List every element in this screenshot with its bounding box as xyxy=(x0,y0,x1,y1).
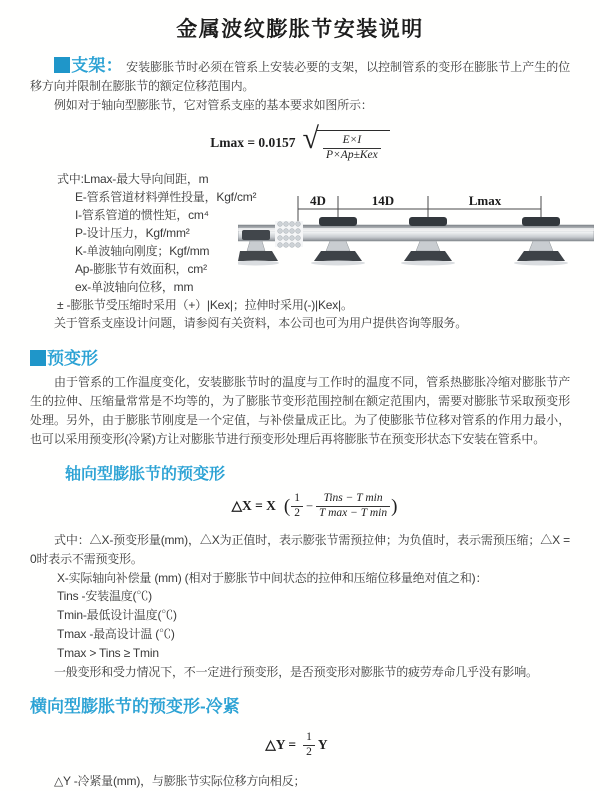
support-intro-paragraph xyxy=(30,56,570,96)
predeform-fatigue-note: 一般变形和受力情况下，不一定进行预变形，是否预变形对膨胀节的疲劳寿命几乎没有影响。 xyxy=(54,665,538,680)
plus-minus-note: ± -膨胀节受压缩时采用（+）|Kex|；拉伸时采用(-)|Kex|。 xyxy=(57,297,353,312)
variable-item: P-设计压力，Kgf/mm² xyxy=(75,225,190,240)
support-heading-label: 支架： xyxy=(71,56,123,75)
dim-label-14d: 14D xyxy=(371,193,395,208)
variable-item: I-管系管道的惯性矩，cm⁴ xyxy=(75,207,209,222)
formula-fraction: $\frac{E\times I}{\text{P×Ap±Kex}}$ xyxy=(323,134,381,163)
x-definition: X-实际轴向补偿量 (mm) (相对于膨胀节中间状态的拉伸和压缩位移量绝对值之和)： xyxy=(57,570,488,585)
variable-item: E-管系管道材料弹性投量，Kgf/cm² xyxy=(75,189,257,204)
cold-tightening-note: △Y -冷紧量(mm)，与膨胀节实际位移方向相反； xyxy=(54,773,306,788)
service-note: 关于管系支座设计问题，请参阅有关资料，本公司也可为用户提供咨询等服务。 xyxy=(54,316,468,331)
half-fraction: $\frac{1}{2}$ xyxy=(303,731,315,760)
variable-item: ex-单波轴向位移，mm xyxy=(75,279,194,294)
formula-lhs: Lmax = 0.0157 xyxy=(210,135,296,151)
radical-sign xyxy=(303,124,390,163)
temp-item: Tmax -最高设计温 (℃) xyxy=(57,627,175,642)
lateral-predeform-formula: △Y = $\frac{1}{2}$ Y xyxy=(265,731,328,758)
temperature-definitions xyxy=(57,587,570,663)
page-title: 金属波纹膨胀节安装说明 xyxy=(176,18,424,41)
temp-item: Tins -安装温度(℃) xyxy=(57,589,152,604)
dim-label-lmax: Lmax xyxy=(468,193,502,208)
lmax-formula xyxy=(30,124,570,163)
temp-item: Tmin-最低设计温度(℃) xyxy=(57,608,177,623)
predeform-section-heading: 预变形 xyxy=(30,344,570,369)
bellows xyxy=(275,221,303,247)
temp-item: Tmax > Tins ≥ Tmin xyxy=(57,646,159,661)
blue-square-bullet-icon xyxy=(54,57,70,73)
axial-predeform-formula: △X = X ( $\frac{1}{2}$ − $\frac{\text{Tins − T min}}{\text{T max − T min}}$ ) xyxy=(231,492,398,519)
support-intro-text: 安装膨胀节时必须在管系上安装必要的支架，以控制管系的变形在膨胀节上产生的位移方向并限制在膨胀节的额定位移范围内。 xyxy=(30,60,571,93)
pipe-support-diagram xyxy=(238,190,594,292)
sqrt-glyph: √ xyxy=(302,122,320,155)
variable-item: K-单波轴向刚度；Kgf/mm xyxy=(75,243,210,258)
temperature-fraction: $\frac{\text{Tins − T min}}{\text{T max − T min}}$ xyxy=(316,492,390,521)
axial-example-text: 例如对于轴向型膨胀节，它对管系支座的基本要求如图所示： xyxy=(54,98,373,112)
variable-item: Ap-膨胀节有效面积，cm² xyxy=(75,261,207,276)
dim-label-4d: 4D xyxy=(310,193,326,208)
predeform-paragraph: 由于管系的工作温度变化，安装膨胀节时的温度与工作时的温度不同，管系热膨胀冷缩对膨胀节产生的拉伸、压缩量常常是不均等的，为了膨胀节变形范围控制在额定范围内，需要对膨胀节采取预变形处理。另外，由于膨胀节刚度是一个定值，与补偿量成正比。为了使膨胀节位移对管系的作用力最小，也可以采用预变形(冷紧)方让对膨胀节进行预变形处理后再将膨胀节在预变形状态下安装在管系中。 xyxy=(30,375,570,447)
support-section-heading xyxy=(54,56,123,75)
variable-item: 式中:Lmax-最大导向间距，m xyxy=(57,171,209,186)
lateral-predeform-heading: 横向型膨胀节的预变形-冷紧 xyxy=(30,697,240,717)
blue-square-bullet-icon xyxy=(30,350,46,366)
half-fraction: $\frac{1}{2}$ xyxy=(291,492,303,521)
axial-formula-explanation: 式中：△X-预变形量(mm)，△X为正值时，表示膨张节需预拉伸；为负值时，表示需预压缩；△X = 0时表示不需预变形。 xyxy=(30,532,570,566)
axial-predeform-heading: 轴向型膨胀节的预变形 xyxy=(65,466,226,484)
